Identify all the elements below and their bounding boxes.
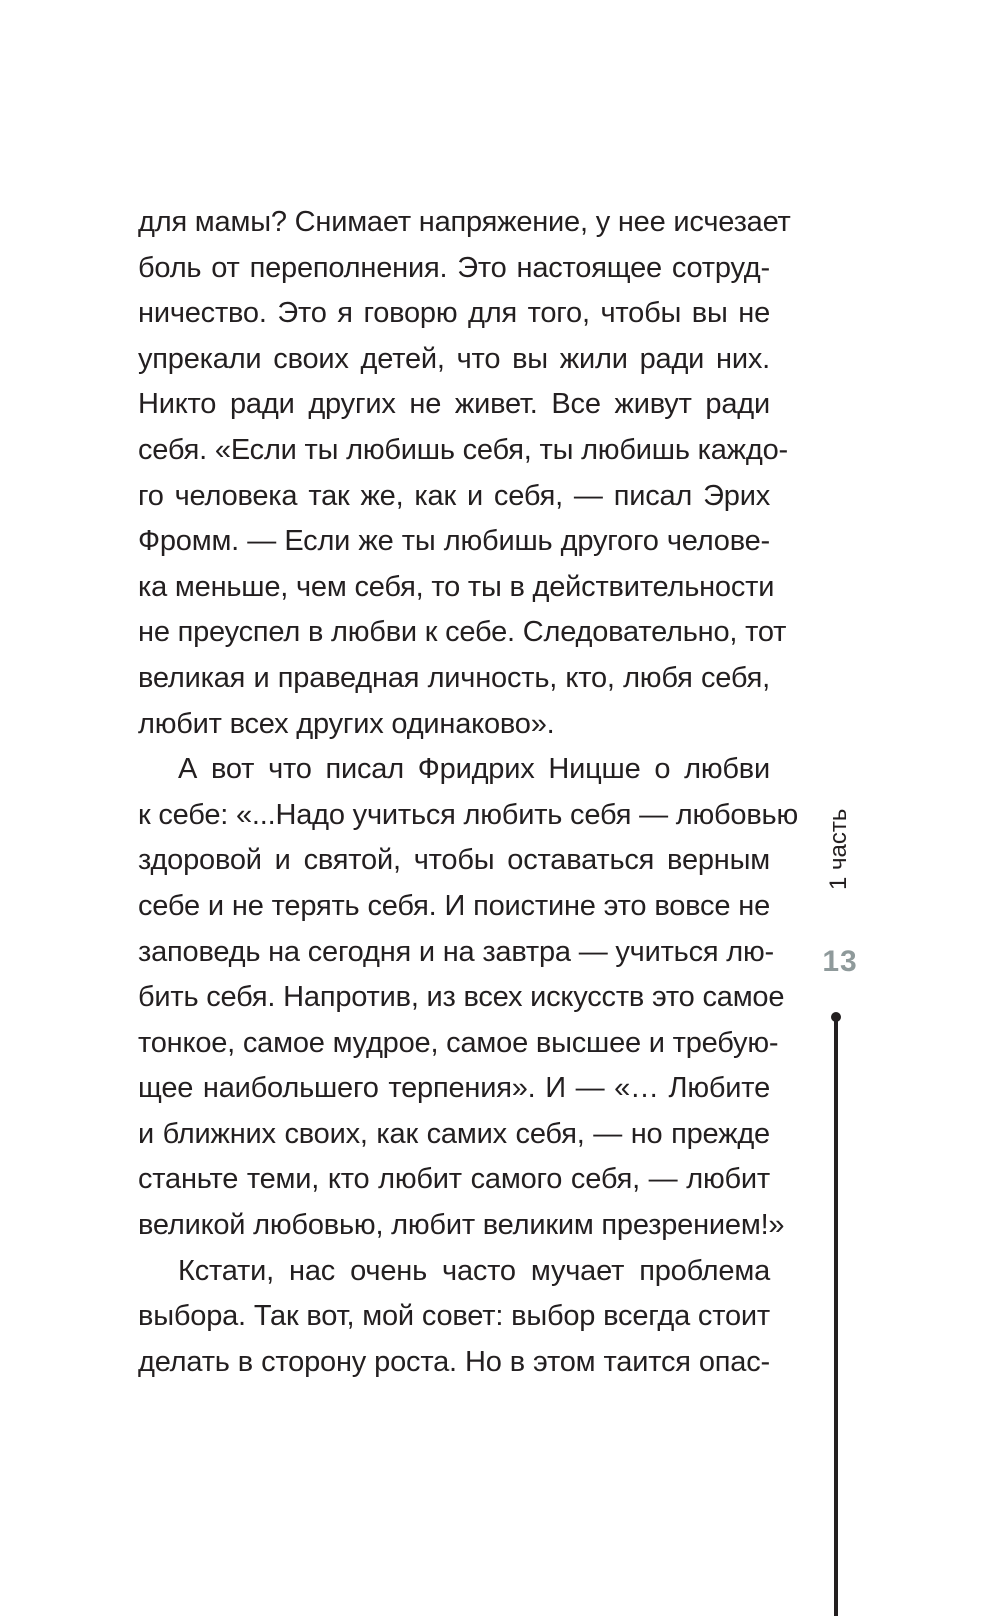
text-line: к себе: «...Надо учиться любить себя — любовью bbox=[138, 798, 799, 831]
text-line: выбора. Так вот, мой совет: выбор всегда стоит bbox=[138, 1300, 770, 1333]
text-line: великой любовью, любит великим презрением!» bbox=[138, 1209, 785, 1242]
text-line: делать в сторону роста. Но в этом таится опас- bbox=[138, 1345, 770, 1378]
text-line: боль от переполнения. Это настоящее сотруд- bbox=[138, 251, 770, 284]
text-line: тонкое, самое мудрое, самое высшее и требую- bbox=[138, 1026, 779, 1059]
text-line: для мамы? Снимает напряжение, у нее исчезает bbox=[138, 206, 791, 238]
text-line: и ближних своих, как самих себя, — но прежде bbox=[138, 1117, 770, 1150]
text-line: себя. «Если ты любишь себя, ты любишь каждо- bbox=[138, 433, 788, 466]
text-line: здоровой и святой, чтобы оставаться верным bbox=[138, 844, 770, 877]
page-body-text bbox=[138, 200, 799, 1385]
text-line: Кстати, нас очень часто мучает проблема bbox=[178, 1254, 770, 1287]
page-number: 13 bbox=[822, 945, 858, 978]
text-line: великая и праведная личность, кто, любя себя, bbox=[138, 661, 770, 694]
text-line: себе и не терять себя. И поистине это вовсе не bbox=[138, 889, 770, 922]
text-line: ничество. Это я говорю для того, чтобы вы не bbox=[138, 297, 770, 330]
text-line: не преуспел в любви к себе. Следовательно, тот bbox=[138, 616, 787, 649]
text-line: А вот что писал Фридрих Ницше о любви bbox=[178, 753, 770, 786]
section-label: 1 часть bbox=[825, 808, 852, 890]
text-line: станьте теми, кто любит самого себя, — любит bbox=[138, 1163, 770, 1196]
text-line: Никто ради других не живет. Все живут ради bbox=[138, 388, 770, 421]
text-line: го человека так же, как и себя, — писал Эрих bbox=[138, 479, 770, 512]
text-line: ка меньше, чем себя, то ты в действительности bbox=[138, 570, 775, 603]
text-line: щее наибольшего терпения». И — «… Любите bbox=[138, 1072, 770, 1105]
margin-rule-line bbox=[834, 1017, 838, 1616]
text-line: любит всех других одинаково». bbox=[138, 707, 555, 740]
text-line: бить себя. Напротив, из всех искусств это самое bbox=[138, 981, 785, 1014]
text-line: упрекали своих детей, что вы жили ради них. bbox=[138, 342, 770, 375]
text-line: Фромм. — Если же ты любишь другого челове- bbox=[138, 525, 770, 558]
text-line: заповедь на сегодня и на завтра — учиться лю- bbox=[138, 935, 774, 968]
